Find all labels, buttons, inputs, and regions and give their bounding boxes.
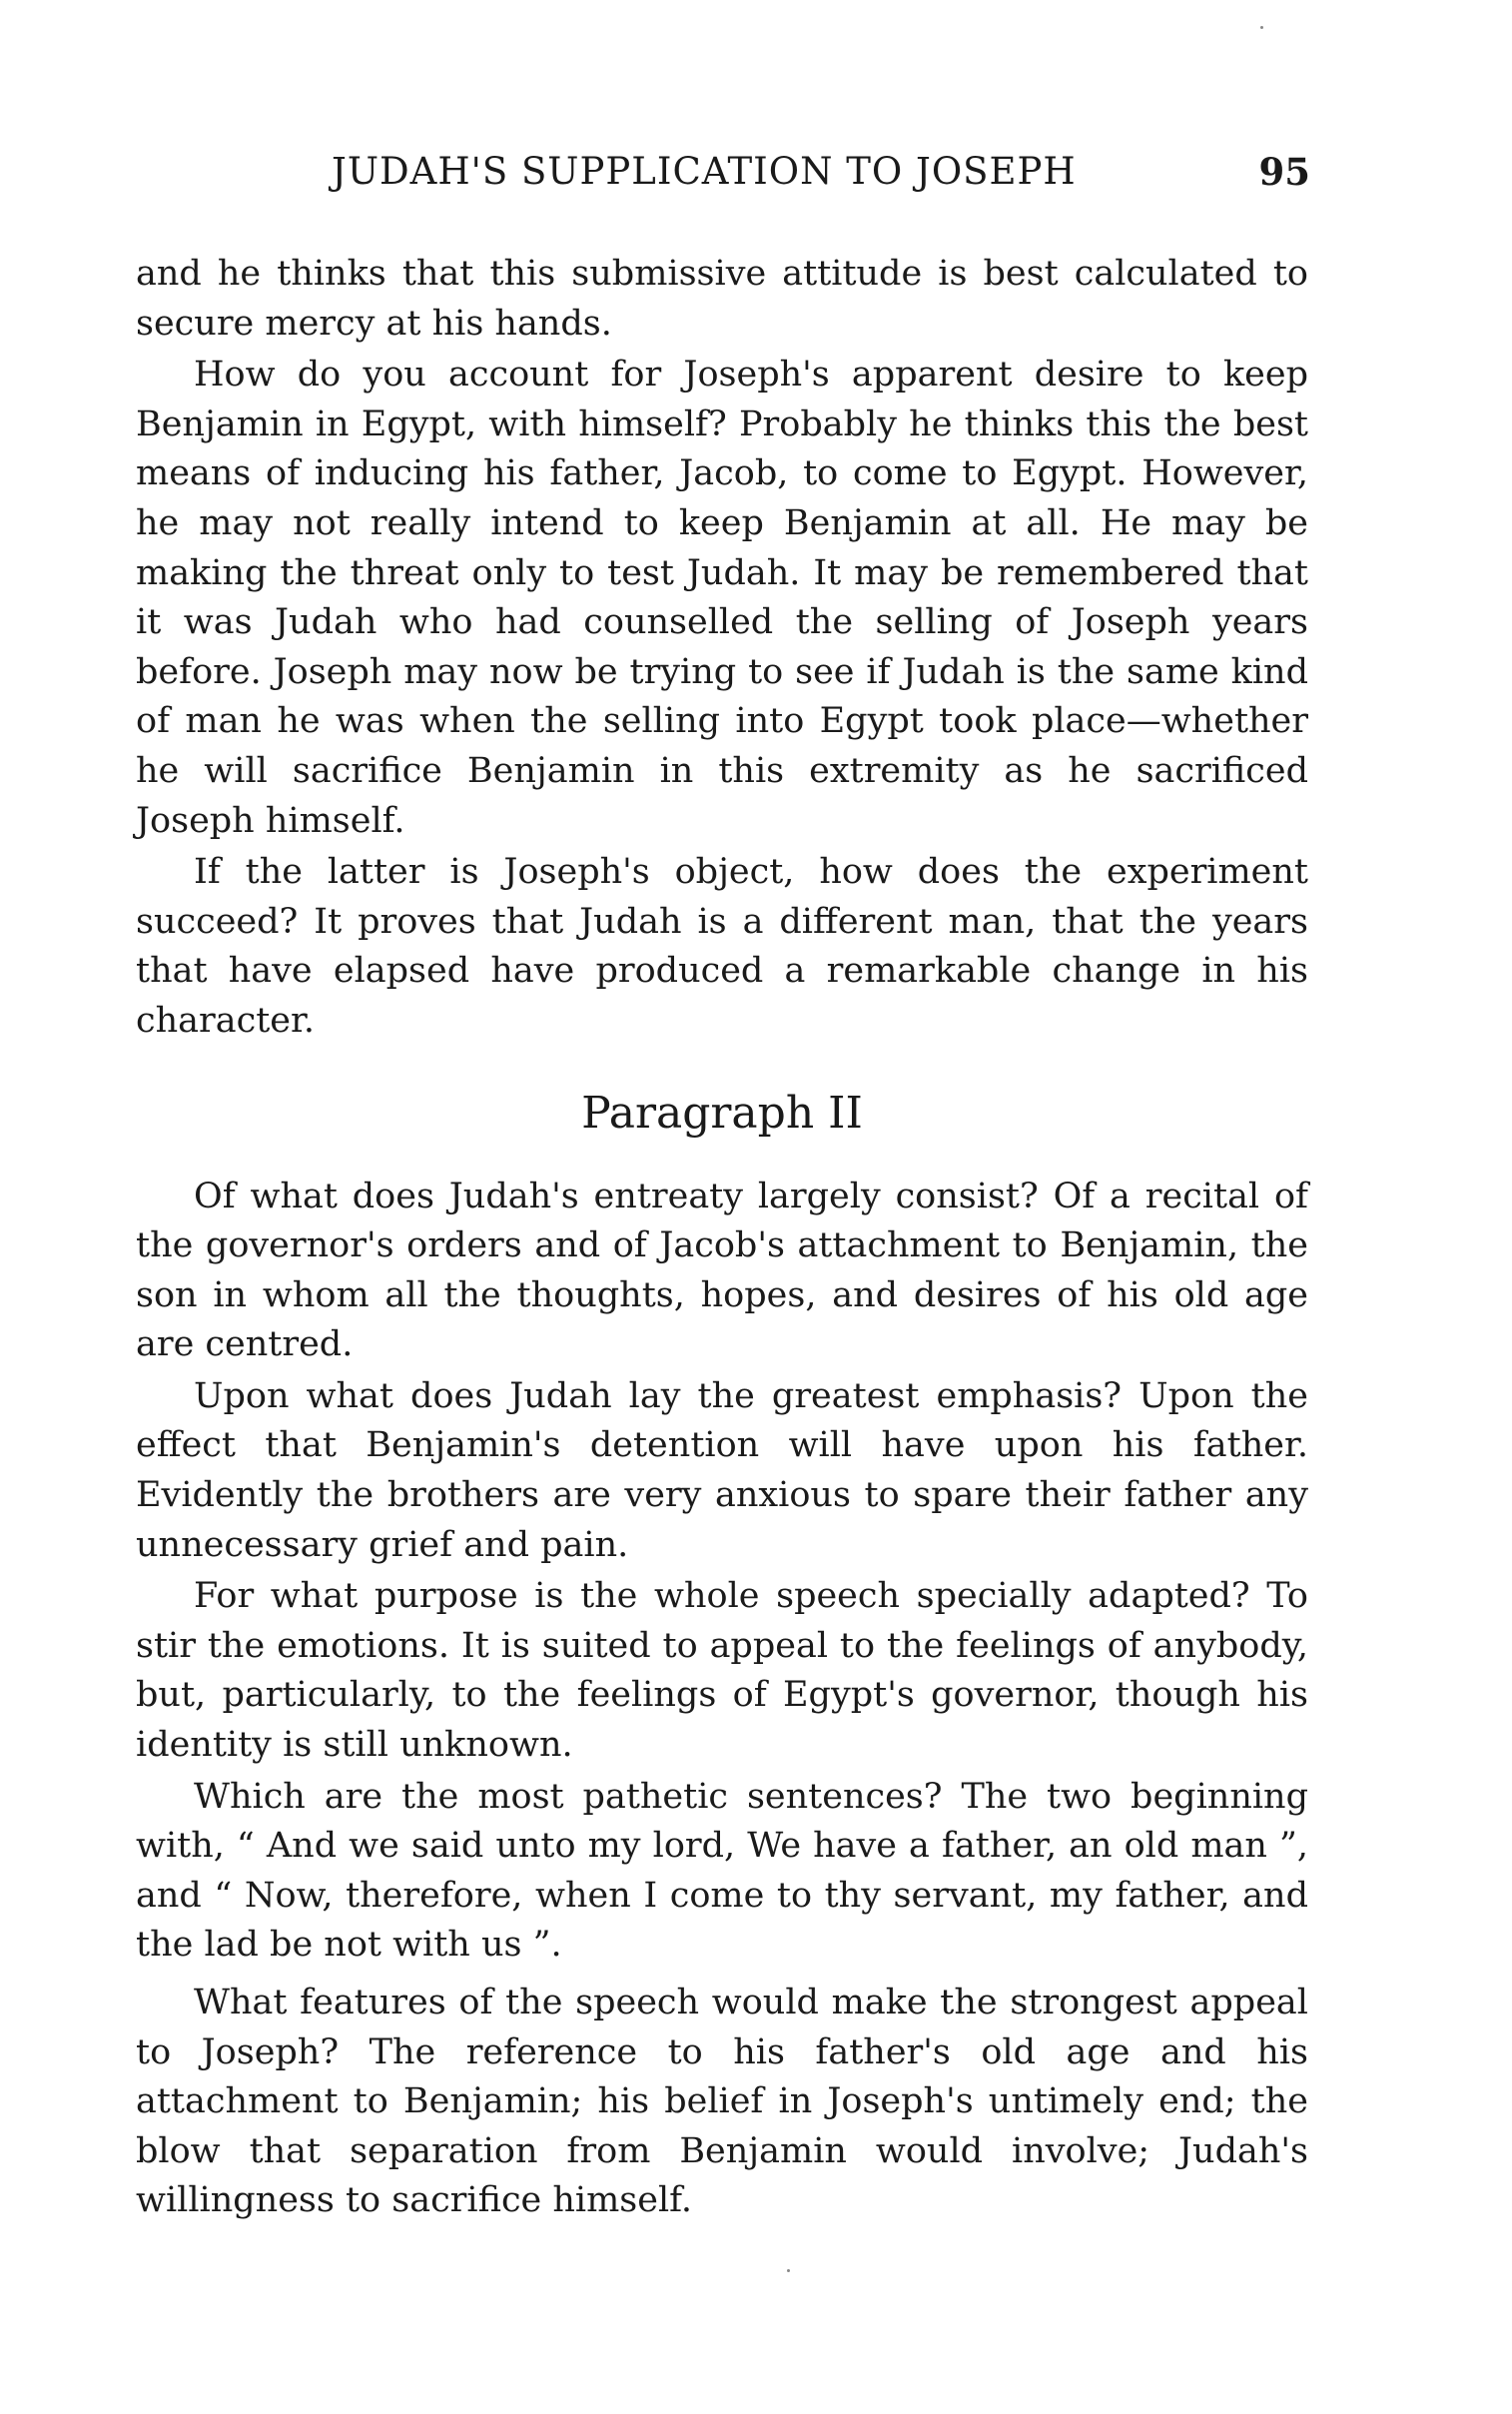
paragraph-question-emphasis: Upon what does Judah lay the greatest emphasis? Upon the effect that Benjamin's detention will have upon his father. Evidently the brothers are very anxious to spare their father any unnecessary grief and pain. xyxy=(136,1375,1308,1565)
paragraph-question-experiment: If the latter is Joseph's object, how does the experiment succeed? It proves that Judah is a different man, that the years that have elapsed have produced a remarkable change in his character. xyxy=(136,852,1308,1041)
paragraph-question-purpose: For what purpose is the whole speech specially adapted? To stir the emotions. It is suited to appeal to the feelings of anybody, but, particularly, to the feelings of Egypt's governor, though his identity is still unknown. xyxy=(136,1576,1308,1766)
paragraph-question-pathetic: Which are the most pathetic sentences? The two beginning with, “ And we said unto my lord, We have a father, an old man ”, and “ Now, therefore, when I come to thy servant, my father, and the lad be not with us ”. xyxy=(136,1776,1308,1966)
paragraph-question-entreaty: Of what does Judah's entreaty largely consist? Of a recital of the governor's orders and of Jacob's attachment to Benjamin, the son in whom all the thoughts, hopes, and desires of his old age are centred. xyxy=(136,1176,1308,1365)
paragraph-question-benjamin: How do you account for Joseph's apparent desire to keep Benjamin in Egypt, with himself? Probably he thinks this the best means of inducing his father, Jacob, to come to Egypt. However, he may not really intend to keep Benjamin at all. He may be making the threat only to test Judah. It may be remembered that it was Judah who had counselled the selling of Joseph years before. Joseph may now be trying to see if Judah is the same kind of man he was when the selling into Egypt took place—whether he will sacrifice Benjamin in this extremity as he sacrificed Joseph himself. xyxy=(136,355,1308,841)
paper-speck xyxy=(1260,26,1263,29)
paragraph-continued: and he thinks that this submissive attitude is best calculated to secure mercy at his hands. xyxy=(136,254,1308,344)
running-head: JUDAH'S SUPPLICATION TO JOSEPH xyxy=(332,150,1077,193)
page-header xyxy=(132,150,1310,210)
paper-speck xyxy=(787,2269,790,2272)
page-number: 95 xyxy=(1258,150,1310,194)
section-heading: Paragraph II xyxy=(581,1087,863,1139)
paragraph-question-features: What features of the speech would make the strongest appeal to Joseph? The reference to his father's old age and his attachment to Benjamin; his belief in Joseph's untimely end; the blow that separation from Benjamin would involve; Judah's willingness to sacrifice himself. xyxy=(136,1983,1308,2221)
body-text xyxy=(136,250,1308,2226)
